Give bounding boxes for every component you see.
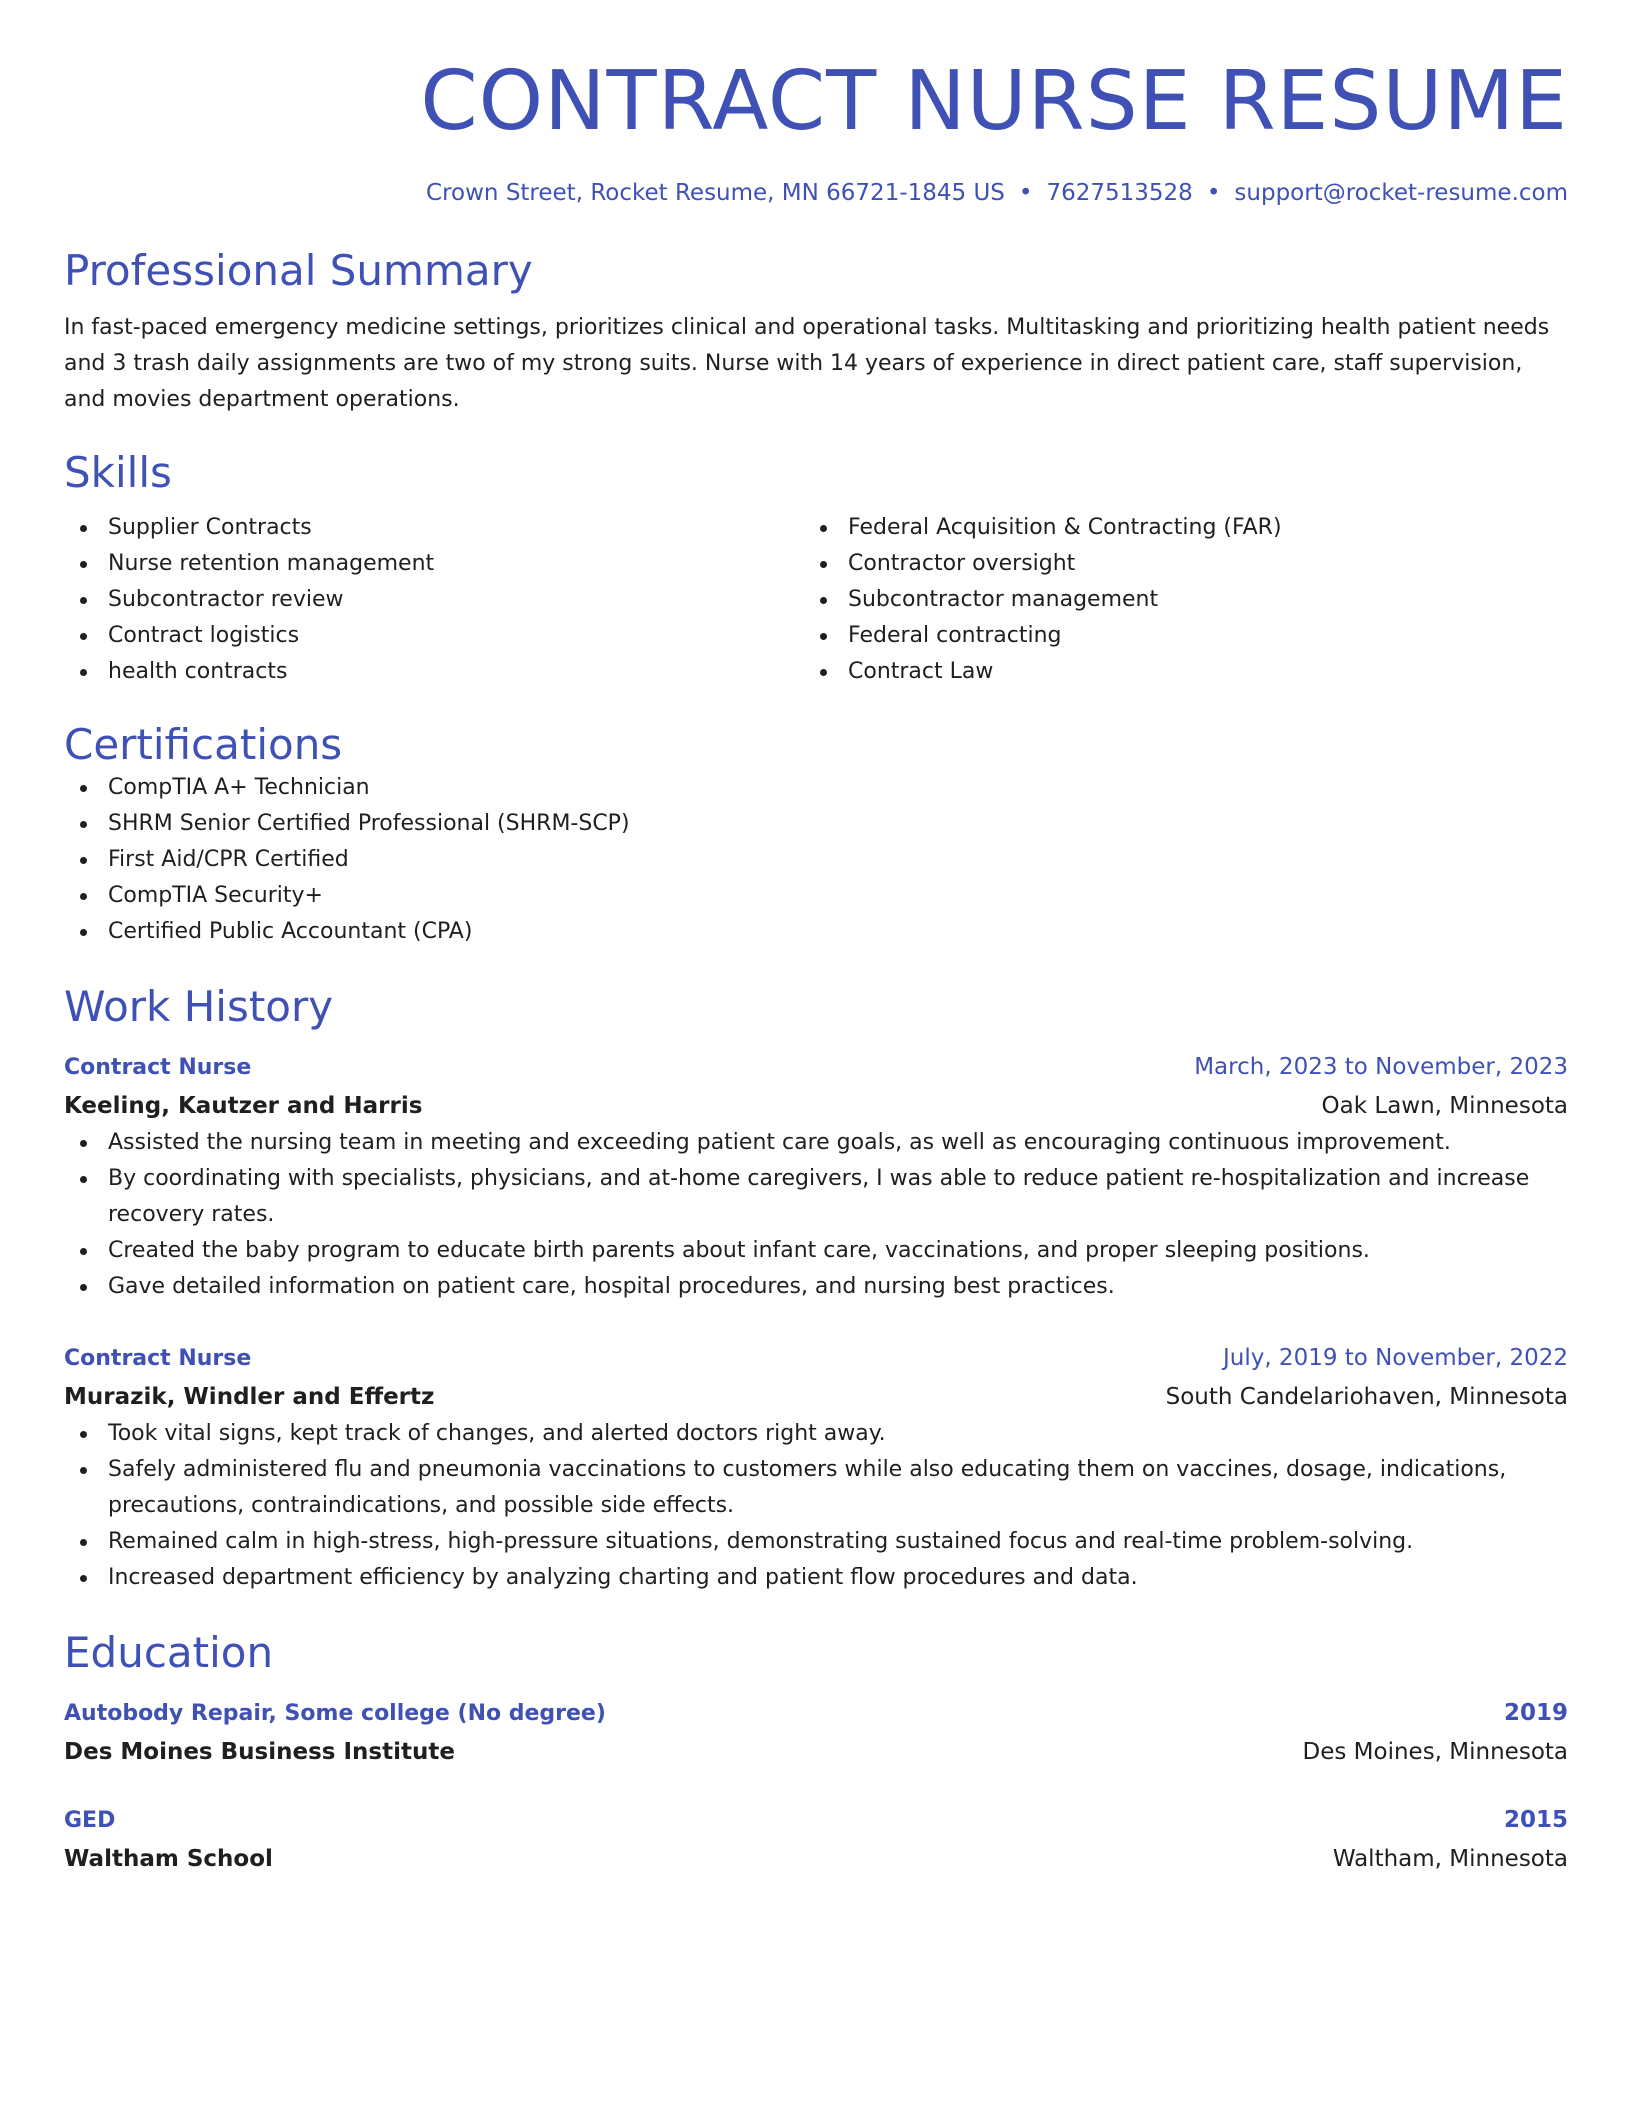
education-school-row [64, 1733, 1568, 1771]
certification-item: CompTIA A+ Technician [64, 770, 1568, 806]
job-company-row [64, 1378, 1568, 1416]
skill-item: health contracts [64, 654, 804, 690]
job-bullet: Took vital signs, kept track of changes, and alerted doctors right away. [64, 1416, 1568, 1452]
certification-item: Certified Public Accountant (CPA) [64, 914, 1568, 950]
education-entry [64, 1801, 1568, 1878]
job-bullet: Remained calm in high-stress, high-pressure situations, demonstrating sustained focus and real-time problem-solving. [64, 1524, 1568, 1560]
job-location: Oak Lawn, Minnesota [1321, 1093, 1568, 1119]
job-bullet: Created the baby program to educate birth parents about infant care, vaccinations, and proper sleeping positions. [64, 1233, 1568, 1269]
summary-text: In fast-paced emergency medicine settings, prioritizes clinical and operational tasks. Multitasking and prioritizing health patient needs and 3 trash daily assignments are two of my strong suits. Nurse with 14 years of experience in direct patient care, staff supervision, and movies department operations. [64, 315, 1550, 412]
job-header-row [64, 1339, 1568, 1378]
job-entry [64, 1048, 1568, 1305]
contact-phone[interactable]: 7627513528 [1046, 180, 1193, 206]
job-header-row [64, 1048, 1568, 1087]
skills-grid [64, 510, 1568, 690]
contact-line [64, 178, 1568, 208]
job-bullet: Increased department efficiency by analyzing charting and patient flow procedures and data. [64, 1560, 1568, 1596]
work-history-heading: Work History [64, 982, 334, 1031]
skill-item: Federal contracting [804, 618, 1544, 654]
skill-item: Federal Acquisition & Contracting (FAR) [804, 510, 1544, 546]
job-bullet: Gave detailed information on patient care, hospital procedures, and nursing best practices. [64, 1269, 1568, 1305]
job-bullet-list [64, 1125, 1568, 1305]
education-school: Waltham School [64, 1846, 273, 1872]
resume-name: CONTRACT NURSE RESUME [420, 54, 1568, 149]
job-bullet: By coordinating with specialists, physicians, and at-home caregivers, I was able to reduce patient re-hospitalization and increase recovery rates. [64, 1161, 1568, 1233]
education-entry [64, 1694, 1568, 1771]
education-header-row [64, 1801, 1568, 1840]
certifications-heading: Certifications [64, 720, 343, 769]
skill-item: Subcontractor review [64, 582, 804, 618]
skill-item: Supplier Contracts [64, 510, 804, 546]
job-title: Contract Nurse [64, 1346, 252, 1371]
job-bullet-list [64, 1416, 1568, 1596]
contact-separator: • [1206, 180, 1221, 206]
education-year: 2019 [1503, 1700, 1568, 1726]
education-heading: Education [64, 1628, 274, 1677]
education-school-row [64, 1840, 1568, 1878]
job-company: Murazik, Windler and Effertz [64, 1384, 435, 1410]
job-entry [64, 1339, 1568, 1596]
skills-list-left [64, 510, 804, 690]
contact-separator: • [1018, 180, 1033, 206]
skill-item: Contract logistics [64, 618, 804, 654]
skill-item: Nurse retention management [64, 546, 804, 582]
certification-item: CompTIA Security+ [64, 878, 1568, 914]
education-location: Waltham, Minnesota [1332, 1846, 1568, 1872]
skill-item: Contract Law [804, 654, 1544, 690]
certifications-list [64, 770, 1568, 950]
education-school: Des Moines Business Institute [64, 1739, 455, 1765]
skill-item: Subcontractor management [804, 582, 1544, 618]
certification-item: First Aid/CPR Certified [64, 842, 1568, 878]
skill-item: Contractor oversight [804, 546, 1544, 582]
education-degree: Autobody Repair, Some college (No degree) [64, 1701, 606, 1726]
education-degree: GED [64, 1808, 116, 1833]
job-location: South Candelariohaven, Minnesota [1165, 1384, 1568, 1410]
job-company: Keeling, Kautzer and Harris [64, 1093, 423, 1119]
skills-heading: Skills [64, 448, 172, 497]
job-bullet: Assisted the nursing team in meeting and exceeding patient care goals, as well as encouraging continuous improvement. [64, 1125, 1568, 1161]
contact-email[interactable]: support@rocket-resume.com [1234, 180, 1568, 206]
education-header-row [64, 1694, 1568, 1733]
education-year: 2015 [1503, 1807, 1568, 1833]
job-title: Contract Nurse [64, 1055, 252, 1080]
job-bullet: Safely administered flu and pneumonia vaccinations to customers while also educating them on vaccines, dosage, indications, precautions, contraindications, and possible side effects. [64, 1452, 1568, 1524]
job-dates: March, 2023 to November, 2023 [1194, 1054, 1568, 1080]
job-dates: July, 2019 to November, 2022 [1222, 1345, 1568, 1371]
certification-item: SHRM Senior Certified Professional (SHRM-SCP) [64, 806, 1568, 842]
education-location: Des Moines, Minnesota [1302, 1739, 1568, 1765]
contact-address: Crown Street, Rocket Resume, MN 66721-1845 US [426, 180, 1005, 206]
summary-heading: Professional Summary [64, 246, 533, 295]
job-company-row [64, 1087, 1568, 1125]
skills-list-right [804, 510, 1544, 690]
resume-header [64, 52, 1568, 208]
